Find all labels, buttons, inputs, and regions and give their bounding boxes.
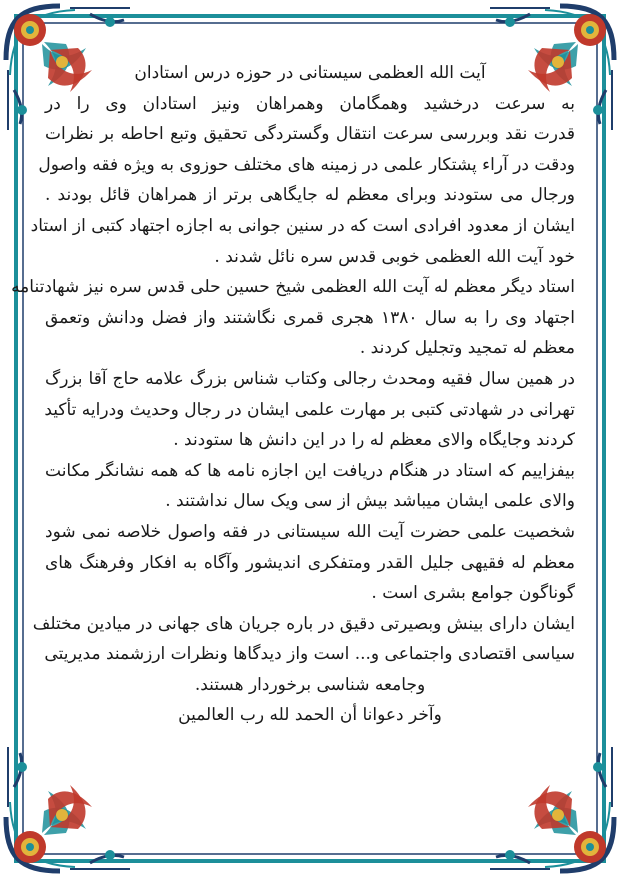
text-line: بیفزاییم که استاد در هنگام دریافت این اجازه نامه ها که همه نشانگر مکانت	[45, 460, 575, 481]
text-line: آیت الله العظمی سیستانی در حوزه درس استادان	[134, 63, 486, 83]
text-line: قدرت نقد وبررسی سرعت انتقال وگستردگی تحقیق وتبع احاطه بر نظرات	[45, 124, 575, 145]
text-line: والای علمی ایشان میباشد بیش از سی ویک سال نداشتند .	[165, 491, 575, 512]
text-line: شخصیت علمی حضرت آیت الله سیستانی در فقه واصول خلاصه نمی شود	[45, 521, 575, 542]
text-line: به سرعت درخشید وهمگامان وهمراهان ونیز استادان وی را در	[45, 93, 575, 114]
text-line: ایشان از معدود افرادی است که در سنین جوانی به اجازه اجتهاد کتبی از استاد	[30, 215, 575, 236]
text-line: وآخر دعوانا أن الحمد لله رب العالمین	[178, 705, 442, 726]
text-line: معظم له تمجید وتجلیل کردند .	[359, 338, 575, 359]
text-line: خود آیت الله العظمی خوبی قدس سره نائل شدند .	[214, 246, 575, 267]
text-line: ودقت در آراء پشتکار علمی در زمینه های مختلف حوزوی به ویژه فقه واصول	[38, 154, 575, 175]
text-line: وجامعه شناسی برخوردار هستند.	[194, 674, 426, 695]
text-line: در همین سال فقیه ومحدث رجالی وکتاب شناس بزرگ علامه حاج آقا بزرگ	[45, 368, 575, 389]
document-body	[11, 58, 575, 731]
text-line: تهرانی در شهادتی کتبی بر مهارت علمی ایشان در رجال وحدیث ودرایه تأکید	[44, 399, 575, 420]
corner-ornament-bottom-right	[490, 747, 614, 871]
text-line: اجتهاد وی را به سال ۱۳۸۰ هجری قمری نگاشتند واز فضل ودانش وتعمق	[45, 307, 575, 328]
text-line: استاد دیگر معظم له آیت الله العظمی شیخ حسین حلی قدس سره نیز شهادتنامه	[11, 277, 575, 298]
text-line: ایشان دارای بینش وبصیرتی دقیق در باره جریان های جهانی در میادین مختلف	[32, 613, 575, 634]
corner-ornament-bottom-left	[6, 747, 130, 871]
text-line: کردند وجایگاه والای معظم له را در این دانش ها ستودند .	[173, 430, 575, 451]
text-line: سیاسی اقتصادی واجتماعی و... است واز دیدگاها ونظرات ارزشمند مدیریتی	[44, 644, 575, 665]
text-line: گوناگون جوامع بشری است .	[371, 583, 575, 604]
text-line: معظم له فقیهی جلیل القدر ومتفکری اندیشور وآگاه به افکار وفرهنگ های	[45, 552, 575, 573]
text-line: ورجال می ستودند وبرای معظم له جایگاهی برتر از همراهان قائل بودند .	[45, 185, 575, 206]
